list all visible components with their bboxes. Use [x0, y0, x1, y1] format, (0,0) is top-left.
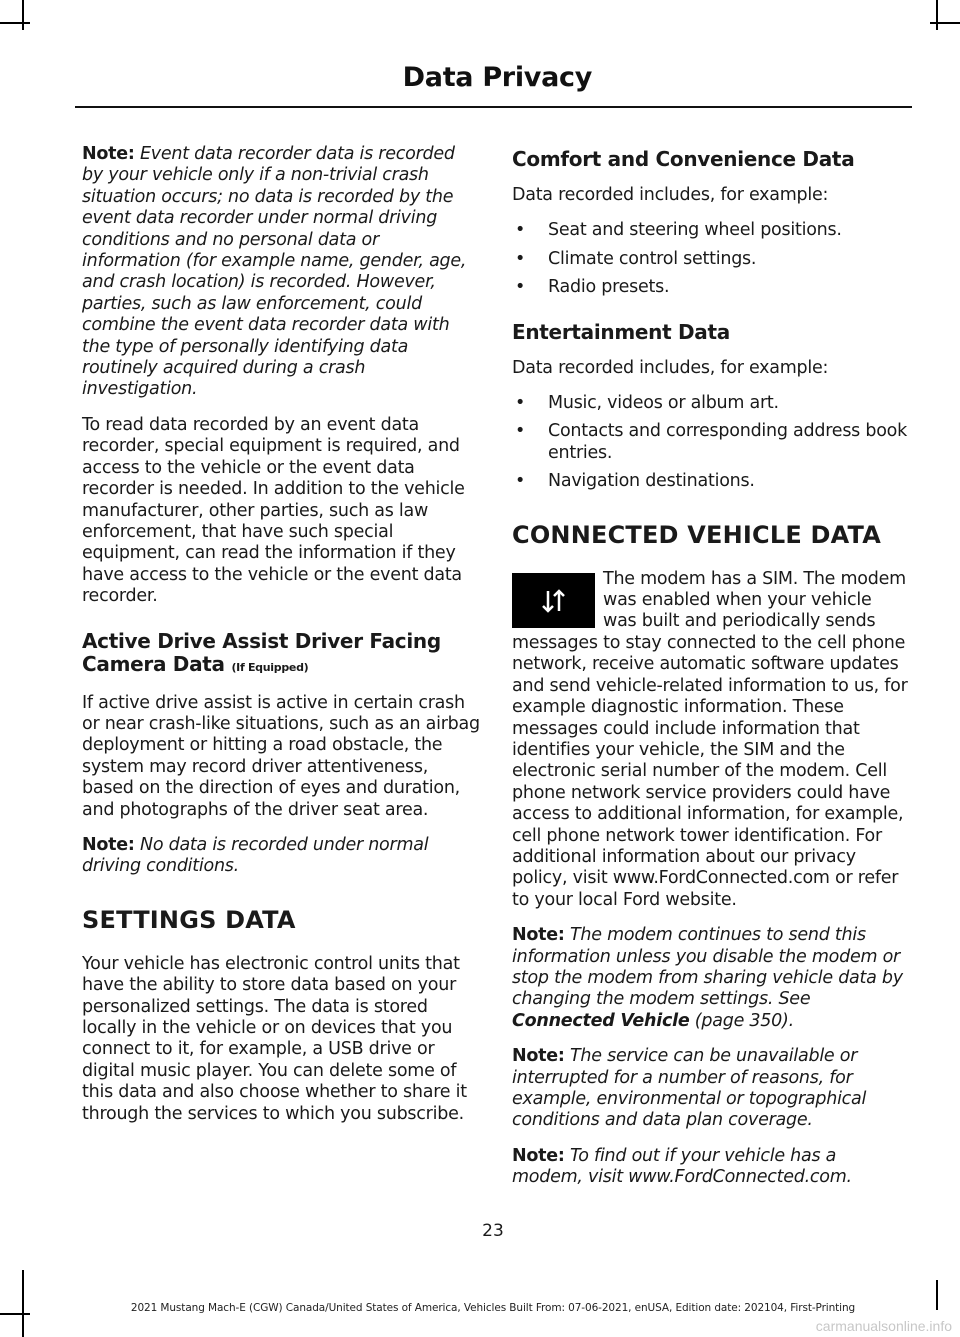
- note-text: Event data recorder data is recorded by your vehicle only if a non-trivial crash situation occurs; no data is recorded by the event data recorder under normal driving conditions and no personal data or information (for example name, gender, age, and crash location) is recorded. However, parties, such as law enforcement, could combine the event data recorder data with the type of personally identifying data routinely acquired during a crash investigation.: [82, 144, 467, 400]
- footer-edition-info: 2021 Mustang Mach-E (CGW) Canada/United States of America, Vehicles Built From: 07-06-2021, enUSA, Edition date: 202104, First-Printing: [130, 1302, 856, 1314]
- heading-connected-vehicle: CONNECTED VEHICLE DATA: [512, 520, 881, 549]
- list-item: • Navigation destinations.: [515, 471, 755, 492]
- right-column: [512, 144, 910, 1203]
- list-item: • Climate control settings.: [515, 248, 757, 269]
- comfort-list: [512, 220, 910, 298]
- paragraph-modem: [512, 569, 910, 912]
- crop-mark: [22, 0, 24, 30]
- note-no-data: [82, 835, 480, 878]
- heading-comfort: Comfort and Convenience Data: [512, 147, 855, 171]
- heading-entertainment: Entertainment Data: [512, 319, 730, 344]
- header-divider: [75, 106, 912, 108]
- heading-settings-data: SETTINGS DATA: [82, 905, 296, 934]
- modem-signal-icon: [512, 573, 595, 628]
- note-service-unavailable: [512, 1046, 910, 1132]
- note-label: Note:: [82, 144, 135, 164]
- page-reference: (page 350).: [694, 1010, 794, 1031]
- list-item: • Seat and steering wheel positions.: [515, 220, 842, 241]
- heading-driver-camera: [82, 630, 480, 679]
- left-column: [82, 144, 480, 1139]
- note-find-modem: [512, 1146, 910, 1189]
- heading-text: Active Drive Assist Driver Facing Camera Data: [82, 628, 441, 676]
- crop-mark: [936, 0, 938, 30]
- paragraph-settings: Your vehicle has electronic control units that have the ability to store data based on your personalized settings. The data is stored locally in the vehicle or on devices that you connect to it, for example, a USB drive or digital music player. You can delete some of this data and also choose whether to share it through the services to which you subscribe.: [82, 953, 467, 1124]
- note-label: Note:: [512, 925, 565, 946]
- crop-mark: [0, 22, 30, 24]
- note-text: The service can be unavailable or interrupted for a number of reasons, for example, environmental or topographical conditions and data plan coverage.: [512, 1046, 867, 1131]
- modem-text: The modem has a SIM. The modem was enabled when your vehicle was built and periodically sends messages to stay connected to the cell phone network, receive automatic software updates and send vehicle-related information to us, for example diagnostic information. These messages could include information that identifies your vehicle, the SIM and the electronic serial number of the modem. Cell phone network service providers could have access to additional information, for example, cell phone network tower identification. For additional information about our privacy policy, visit www.FordConnected.com or refer to your local Ford website.: [512, 568, 908, 910]
- connected-vehicle-link[interactable]: Connected Vehicle: [512, 1010, 690, 1031]
- entertainment-intro: Data recorded includes, for example:: [512, 357, 829, 378]
- list-item: • Music, videos or album art.: [515, 393, 779, 414]
- note-text: The modem continues to send this information unless you disable the modem or stop the modem from sharing vehicle data by changing the modem settings. See: [512, 925, 903, 1010]
- crop-mark: [930, 22, 960, 24]
- note-text: No data is recorded under normal driving conditions.: [82, 834, 429, 877]
- paragraph-active-drive-assist: If active drive assist is active in certain crash or near crash-like situations, such as an airbag deployment or hitting a road obstacle, the system may record driver attentiveness, based on the direction of eyes and duration, and photographs of the driver seat area.: [82, 692, 480, 820]
- page-number: 23: [482, 1221, 504, 1241]
- if-equipped-label: (If Equipped): [231, 660, 309, 674]
- note-text: To find out if your vehicle has a modem, visit www.FordConnected.com.: [512, 1145, 852, 1188]
- entertainment-list: [512, 393, 910, 493]
- note-event-data-recorder: [82, 144, 480, 401]
- list-item: • Radio presets.: [515, 277, 670, 298]
- note-label: Note:: [512, 1046, 565, 1067]
- note-modem-continues: [512, 925, 910, 1032]
- note-label: Note:: [82, 834, 135, 855]
- list-item: • Contacts and corresponding address book entries.: [515, 421, 908, 463]
- comfort-intro: Data recorded includes, for example:: [512, 185, 829, 205]
- watermark: carmanualsonline.info: [815, 1318, 952, 1334]
- paragraph-read-data: To read data recorded by an event data recorder, special equipment is required, and access to the vehicle or the event data recorder is needed. In addition to the vehicle manufacturer, other parties, such as law enforcement, that have such special equipment, can read the information if they have access to the vehicle or the event data recorder.: [82, 414, 465, 607]
- note-label: Note:: [512, 1145, 565, 1166]
- page-title: Data Privacy: [402, 62, 592, 93]
